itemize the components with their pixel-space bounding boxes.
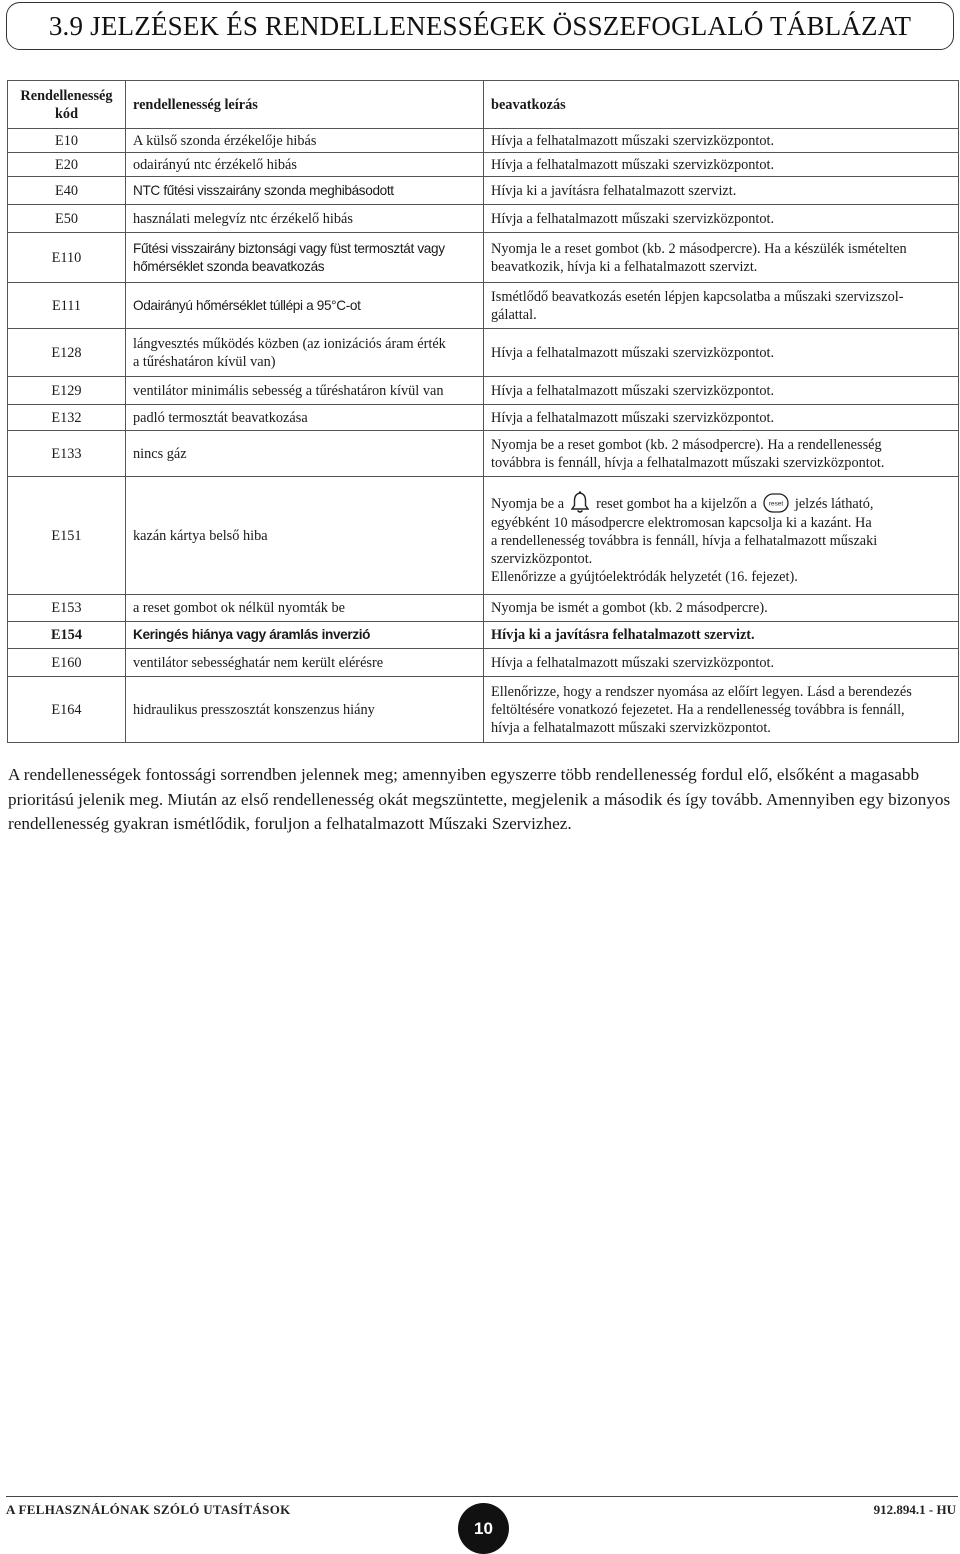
row-description: NTC fűtési visszairány szonda meghibásodott bbox=[126, 177, 484, 205]
table-row bbox=[8, 595, 959, 622]
row-code: E50 bbox=[8, 205, 126, 233]
row-code: E129 bbox=[8, 377, 126, 405]
row-action: Hívja a felhatalmazott műszaki szervizközpontot. bbox=[484, 329, 959, 377]
row-code: E154 bbox=[8, 622, 126, 649]
row-action: Hívja ki a javításra felhatalmazott szervizt. bbox=[484, 622, 959, 649]
table-row bbox=[8, 622, 959, 649]
header-action: beavatkozás bbox=[484, 81, 959, 129]
row-description: ventilátor sebességhatár nem került elérésre bbox=[126, 649, 484, 677]
row-description: lángvesztés működés közben (az ionizációs áram érték a tűréshatáron kívül van) bbox=[126, 329, 484, 377]
footer-divider bbox=[6, 1496, 958, 1497]
table-row bbox=[8, 205, 959, 233]
row-code: E153 bbox=[8, 595, 126, 622]
table-row bbox=[8, 283, 959, 329]
table-row bbox=[8, 233, 959, 283]
table-row bbox=[8, 153, 959, 177]
row-action: Hívja a felhatalmazott műszaki szervizközpontot. bbox=[484, 129, 959, 153]
table-row bbox=[8, 377, 959, 405]
row-description: használati melegvíz ntc érzékelő hibás bbox=[126, 205, 484, 233]
row-code: E20 bbox=[8, 153, 126, 177]
row-action: Hívja a felhatalmazott műszaki szervizközpontot. bbox=[484, 205, 959, 233]
priority-note-paragraph: A rendellenességek fontossági sorrendben jelennek meg; amennyiben egyszerre több rendellenesség fordul elő, elsőként a magasabb prioritású jelenik meg. Miután az első rendellenesség okát megszüntette, megjelenik a második és így tovább. Amennyiben egy bizonyos rendellenesség gyakran ismétlődik, foruljon a felhatalmazott Műszaki Szervizhez. bbox=[8, 765, 951, 833]
row-action: Ismétlődő beavatkozás esetén lépjen kapcsolatba a műszaki szervizszol- gálattal. bbox=[484, 283, 959, 329]
row-description: A külső szonda érzékelője hibás bbox=[126, 129, 484, 153]
row-description: Fűtési visszairány biztonsági vagy füst termosztát vagy hőmérséklet szonda beavatkozás bbox=[126, 233, 484, 283]
table-row bbox=[8, 405, 959, 431]
row-code: E160 bbox=[8, 649, 126, 677]
row-description: padló termosztát beavatkozása bbox=[126, 405, 484, 431]
svg-text:reset: reset bbox=[768, 500, 784, 507]
row-action: Hívja a felhatalmazott műszaki szervizközpontot. bbox=[484, 153, 959, 177]
table-header-row bbox=[8, 81, 959, 129]
footer-manual-title: A FELHASZNÁLÓNAK SZÓLÓ UTASÍTÁSOK bbox=[6, 1502, 291, 1517]
row-code: E111 bbox=[8, 283, 126, 329]
reset-indicator-icon bbox=[763, 493, 789, 513]
table-row bbox=[8, 329, 959, 377]
row-code: E40 bbox=[8, 177, 126, 205]
row-action: Hívja a felhatalmazott műszaki szervizközpontot. bbox=[484, 649, 959, 677]
row-action: Hívja a felhatalmazott műszaki szervizközpontot. bbox=[484, 377, 959, 405]
row-description: Odairányú hőmérséklet túllépi a 95°C-ot bbox=[126, 283, 484, 329]
table-row bbox=[8, 677, 959, 743]
row-description: odairányú ntc érzékelő hibás bbox=[126, 153, 484, 177]
row-code: E128 bbox=[8, 329, 126, 377]
row-code: E164 bbox=[8, 677, 126, 743]
page-number: 10 bbox=[458, 1503, 509, 1554]
table-row bbox=[8, 129, 959, 153]
row-action: Nyomja be a reset gombot (kb. 2 másodpercre). Ha a rendellenesség továbbra is fennáll, hívja a felhatalmazott műszaki szervizközpontot. bbox=[484, 431, 959, 477]
row-code: E133 bbox=[8, 431, 126, 477]
row-action: Hívja a felhatalmazott műszaki szervizközpontot. bbox=[484, 405, 959, 431]
table-row bbox=[8, 431, 959, 477]
title-box bbox=[6, 2, 954, 50]
header-description: rendellenesség leírás bbox=[126, 81, 484, 129]
row-action: Ellenőrizze, hogy a rendszer nyomása az előírt legyen. Lásd a berendezés feltöltésére vonatkozó fejezetet. Ha a rendellenesség továbbra is fennáll, hívja a felhatalmazott műszaki szervizközpontot. bbox=[484, 677, 959, 743]
row-code: E132 bbox=[8, 405, 126, 431]
header-code: Rendellenesség kód bbox=[8, 81, 126, 129]
row-description: ventilátor minimális sebesség a tűréshatáron kívül van bbox=[126, 377, 484, 405]
table-row bbox=[8, 649, 959, 677]
row-action: Hívja ki a javításra felhatalmazott szervizt. bbox=[484, 177, 959, 205]
row-action: Nyomja be a reset gombot ha a kijelzőn a reset jelzés látható, egyébként 10 másodpercre elektromosan kapcsolja ki a kazánt. Ha a rendellenesség továbbra is fennáll, hívja a felhatalmazott műszaki szervizközpontot. Ellenőrizze a gyújtóelektródák helyzetét (16. fejezet). bbox=[484, 477, 959, 595]
row-action: Nyomja be ismét a gombot (kb. 2 másodpercre). bbox=[484, 595, 959, 622]
row-description: Keringés hiánya vagy áramlás inverzió bbox=[126, 622, 484, 649]
row-code: E10 bbox=[8, 129, 126, 153]
row-code: E110 bbox=[8, 233, 126, 283]
row-description: hidraulikus presszosztát konszenzus hiány bbox=[126, 677, 484, 743]
row-description: nincs gáz bbox=[126, 431, 484, 477]
row-code: E151 bbox=[8, 477, 126, 595]
row-description: kazán kártya belső hiba bbox=[126, 477, 484, 595]
row-action: Nyomja le a reset gombot (kb. 2 másodpercre). Ha a készülék ismételten beavatkozik, hívja ki a felhatalmazott szervizt. bbox=[484, 233, 959, 283]
fault-codes-table bbox=[7, 80, 959, 743]
table-row bbox=[8, 477, 959, 595]
footer-document-code: 912.894.1 - HU bbox=[873, 1502, 956, 1517]
bell-reset-icon bbox=[568, 490, 592, 514]
page-title: 3.9 JELZÉSEK ÉS RENDELLENESSÉGEK ÖSSZEFOGLALÓ TÁBLÁZAT bbox=[48, 10, 912, 41]
table-row bbox=[8, 177, 959, 205]
row-description: a reset gombot ok nélkül nyomták be bbox=[126, 595, 484, 622]
